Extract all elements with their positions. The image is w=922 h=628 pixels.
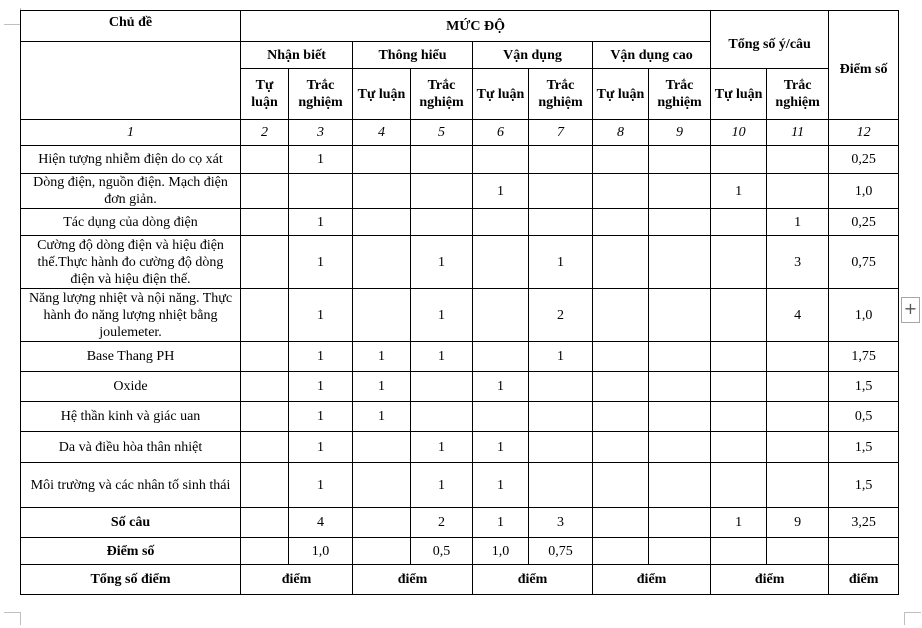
value-cell — [593, 209, 649, 236]
value-cell — [353, 432, 411, 463]
value-cell — [353, 463, 411, 508]
value-cell: 1 — [289, 236, 353, 289]
total-understanding-cell: điểm — [353, 565, 473, 595]
column-number: 12 — [829, 120, 899, 146]
value-cell — [241, 463, 289, 508]
score-cell: 3,25 — [829, 508, 899, 538]
value-cell — [767, 402, 829, 432]
value-cell: 1 — [289, 372, 353, 402]
value-cell — [593, 289, 649, 342]
essay-subheader: Tự luận — [711, 69, 767, 120]
total-high-application-cell: điểm — [593, 565, 711, 595]
topic-cell: Môi trường và các nhân tố sinh thái — [21, 463, 241, 508]
value-cell: 1 — [289, 432, 353, 463]
question-count-label: Số câu — [21, 508, 241, 538]
value-cell — [593, 432, 649, 463]
total-application-cell: điểm — [473, 565, 593, 595]
score-cell: 0,25 — [829, 209, 899, 236]
value-cell: 1 — [711, 174, 767, 209]
column-number: 4 — [353, 120, 411, 146]
value-cell: 1 — [473, 372, 529, 402]
value-cell — [767, 174, 829, 209]
score-cell: 0,5 — [829, 402, 899, 432]
column-number: 8 — [593, 120, 649, 146]
value-cell — [353, 146, 411, 174]
column-number: 7 — [529, 120, 593, 146]
value-cell: 1 — [411, 342, 473, 372]
value-cell — [241, 432, 289, 463]
value-cell — [241, 342, 289, 372]
value-cell: 1 — [353, 402, 411, 432]
value-cell: 1 — [529, 342, 593, 372]
value-cell: 1 — [353, 372, 411, 402]
value-cell — [411, 209, 473, 236]
value-cell — [529, 209, 593, 236]
value-cell — [353, 209, 411, 236]
level-header: MỨC ĐỘ — [241, 11, 711, 42]
value-cell — [473, 209, 529, 236]
page-corner-mark-bottom-left — [4, 612, 21, 625]
value-cell — [711, 538, 767, 565]
value-cell — [241, 174, 289, 209]
value-cell: 1,0 — [289, 538, 353, 565]
total-items-cell: điểm — [711, 565, 829, 595]
essay-subheader: Tự luận — [593, 69, 649, 120]
column-number: 2 — [241, 120, 289, 146]
value-cell — [529, 146, 593, 174]
value-cell: 1 — [767, 209, 829, 236]
value-cell — [767, 463, 829, 508]
essay-subheader: Tự luận — [353, 69, 411, 120]
table-row — [21, 289, 899, 342]
topic-cell: Dòng điện, nguồn điện. Mạch điện đơn giản. — [21, 174, 241, 209]
value-cell — [411, 372, 473, 402]
value-cell: 2 — [529, 289, 593, 342]
value-cell: 1 — [353, 342, 411, 372]
value-cell — [529, 402, 593, 432]
column-number: 9 — [649, 120, 711, 146]
column-number: 1 — [21, 120, 241, 146]
value-cell — [711, 209, 767, 236]
table-row — [21, 209, 899, 236]
value-cell — [353, 174, 411, 209]
value-cell: 1 — [289, 289, 353, 342]
value-cell — [473, 342, 529, 372]
value-cell — [593, 146, 649, 174]
value-cell — [473, 289, 529, 342]
score-cell: 1,75 — [829, 342, 899, 372]
value-cell — [649, 289, 711, 342]
topic-cell: Cường độ dòng điện và hiệu điện thế.Thực hành đo cường độ dòng điện và hiệu điện thế. — [21, 236, 241, 289]
table-row — [21, 174, 899, 209]
score-cell: 1,5 — [829, 372, 899, 402]
value-cell — [353, 236, 411, 289]
level-application-header: Vận dụng — [473, 42, 593, 69]
assessment-matrix-table — [20, 10, 899, 595]
topic-header: Chủ đề — [21, 11, 241, 42]
value-cell: 1 — [411, 463, 473, 508]
value-cell — [711, 342, 767, 372]
value-cell — [411, 146, 473, 174]
value-cell: 1 — [289, 342, 353, 372]
topic-cell: Base Thang PH — [21, 342, 241, 372]
score-cell: 1,0 — [829, 174, 899, 209]
value-cell — [529, 432, 593, 463]
value-cell — [649, 432, 711, 463]
page-corner-mark-top-left — [4, 8, 21, 25]
column-number-row — [21, 120, 899, 146]
mcq-subheader: Trắc nghiệm — [767, 69, 829, 120]
score-cell: 0,75 — [829, 236, 899, 289]
score-cell: 1,5 — [829, 432, 899, 463]
add-column-button[interactable]: + — [901, 297, 920, 323]
value-cell: 1 — [411, 432, 473, 463]
value-cell — [529, 372, 593, 402]
mcq-subheader: Trắc nghiệm — [289, 69, 353, 120]
mcq-subheader: Trắc nghiệm — [529, 69, 593, 120]
value-cell — [649, 538, 711, 565]
value-cell — [241, 508, 289, 538]
value-cell — [593, 342, 649, 372]
column-number: 3 — [289, 120, 353, 146]
value-cell — [711, 402, 767, 432]
total-recognition-cell: điểm — [241, 565, 353, 595]
value-cell — [649, 236, 711, 289]
value-cell — [649, 146, 711, 174]
value-cell — [711, 146, 767, 174]
value-cell: 4 — [289, 508, 353, 538]
value-cell — [711, 432, 767, 463]
value-cell — [529, 174, 593, 209]
value-cell — [353, 538, 411, 565]
score-header: Điểm số — [829, 11, 899, 120]
value-cell — [649, 209, 711, 236]
value-cell: 0,75 — [529, 538, 593, 565]
value-cell — [473, 146, 529, 174]
value-cell — [767, 372, 829, 402]
table-row — [21, 146, 899, 174]
table-row — [21, 236, 899, 289]
value-cell: 1 — [411, 236, 473, 289]
value-cell — [241, 146, 289, 174]
value-cell — [649, 463, 711, 508]
mcq-subheader: Trắc nghiệm — [411, 69, 473, 120]
value-cell — [593, 508, 649, 538]
value-cell — [711, 372, 767, 402]
value-cell: 0,5 — [411, 538, 473, 565]
value-cell — [649, 342, 711, 372]
value-cell — [241, 402, 289, 432]
value-cell — [241, 289, 289, 342]
value-cell — [767, 146, 829, 174]
value-cell — [241, 538, 289, 565]
value-cell — [711, 463, 767, 508]
topic-cell: Năng lượng nhiệt và nội năng. Thực hành đo năng lượng nhiệt bằng joulemeter. — [21, 289, 241, 342]
value-cell — [767, 342, 829, 372]
value-cell: 1 — [411, 289, 473, 342]
value-cell: 4 — [767, 289, 829, 342]
value-cell — [767, 538, 829, 565]
column-number: 10 — [711, 120, 767, 146]
value-cell — [411, 402, 473, 432]
value-cell: 3 — [767, 236, 829, 289]
value-cell — [241, 372, 289, 402]
page-corner-mark-bottom-right — [904, 612, 921, 625]
value-cell: 1 — [289, 402, 353, 432]
question-count-row — [21, 508, 899, 538]
score-cell — [829, 538, 899, 565]
total-score-label: Tổng số điểm — [21, 565, 241, 595]
value-cell — [649, 508, 711, 538]
value-cell — [353, 508, 411, 538]
value-cell: 1,0 — [473, 538, 529, 565]
topic-cell: Tác dụng của dòng điện — [21, 209, 241, 236]
value-cell — [593, 538, 649, 565]
value-cell — [593, 174, 649, 209]
column-number: 11 — [767, 120, 829, 146]
value-cell: 1 — [529, 236, 593, 289]
value-cell — [593, 463, 649, 508]
value-cell: 1 — [473, 432, 529, 463]
value-cell: 1 — [289, 209, 353, 236]
value-cell: 1 — [711, 508, 767, 538]
table-row — [21, 402, 899, 432]
score-cell: 1,5 — [829, 463, 899, 508]
value-cell: 1 — [473, 174, 529, 209]
essay-subheader: Tự luận — [241, 69, 289, 120]
score-row — [21, 538, 899, 565]
topic-header-spacer — [21, 42, 241, 120]
value-cell: 9 — [767, 508, 829, 538]
value-cell — [649, 372, 711, 402]
value-cell — [593, 236, 649, 289]
score-cell: 0,25 — [829, 146, 899, 174]
value-cell: 1 — [289, 463, 353, 508]
value-cell — [767, 432, 829, 463]
value-cell — [241, 236, 289, 289]
value-cell: 1 — [289, 146, 353, 174]
table-row — [21, 432, 899, 463]
topic-cell: Da và điều hòa thân nhiệt — [21, 432, 241, 463]
score-cell: 1,0 — [829, 289, 899, 342]
topic-cell: Oxide — [21, 372, 241, 402]
value-cell — [711, 236, 767, 289]
level-understanding-header: Thông hiểu — [353, 42, 473, 69]
mcq-subheader: Trắc nghiệm — [649, 69, 711, 120]
value-cell: 1 — [473, 508, 529, 538]
value-cell — [473, 236, 529, 289]
value-cell — [593, 372, 649, 402]
value-cell — [473, 402, 529, 432]
value-cell — [529, 463, 593, 508]
score-row-label: Điểm số — [21, 538, 241, 565]
column-number: 6 — [473, 120, 529, 146]
value-cell: 2 — [411, 508, 473, 538]
value-cell — [593, 402, 649, 432]
value-cell: 1 — [473, 463, 529, 508]
total-score-cell: điểm — [829, 565, 899, 595]
total-items-header: Tổng số ý/câu — [711, 11, 829, 69]
value-cell — [353, 289, 411, 342]
table-row — [21, 463, 899, 508]
topic-cell: Hệ thần kinh và giác uan — [21, 402, 241, 432]
level-recognition-header: Nhận biết — [241, 42, 353, 69]
value-cell — [411, 174, 473, 209]
value-cell — [711, 289, 767, 342]
table-row — [21, 342, 899, 372]
value-cell — [241, 209, 289, 236]
essay-subheader: Tự luận — [473, 69, 529, 120]
total-score-row — [21, 565, 899, 595]
column-number: 5 — [411, 120, 473, 146]
value-cell: 3 — [529, 508, 593, 538]
value-cell — [649, 402, 711, 432]
value-cell — [289, 174, 353, 209]
level-high-application-header: Vận dụng cao — [593, 42, 711, 69]
value-cell — [649, 174, 711, 209]
table-row — [21, 372, 899, 402]
topic-cell: Hiện tượng nhiễm điện do cọ xát — [21, 146, 241, 174]
